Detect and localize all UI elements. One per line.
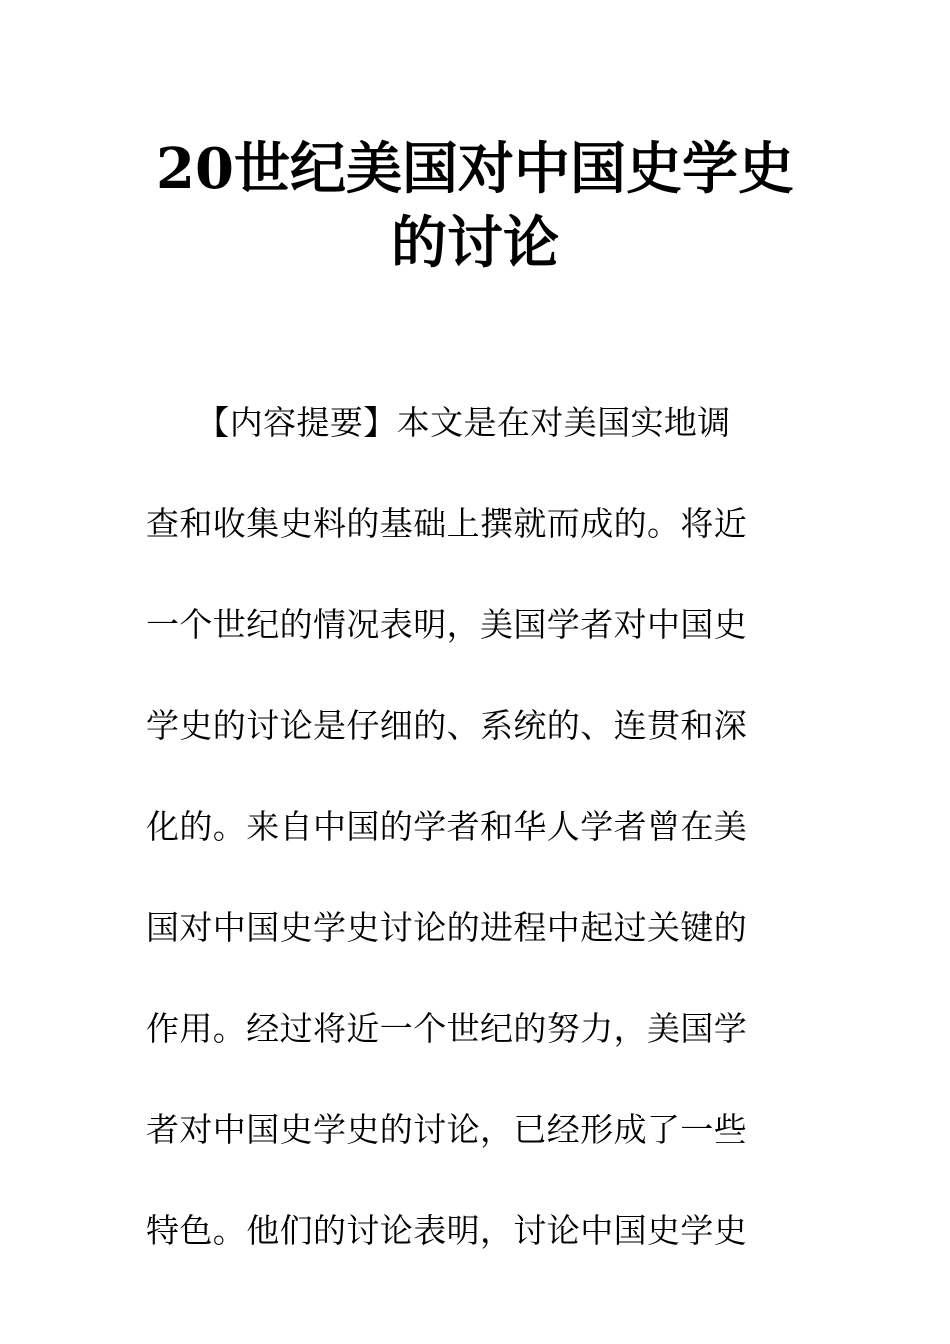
body-line-7: 作用。经过将近一个世纪的努力，美国学	[146, 1009, 748, 1048]
document-title	[120, 132, 830, 280]
body-line-3: 一个世纪的情况表明，美国学者对中国史	[146, 605, 748, 644]
title-line-1: 20世纪美国对中国史学史	[156, 136, 794, 202]
body-line-4: 学史的讨论是仔细的、系统的、连贯和深	[146, 706, 748, 745]
body-line-5: 化的。来自中国的学者和华人学者曾在美	[146, 807, 748, 846]
body-line-2: 查和收集史料的基础上撰就而成的。将近	[146, 504, 748, 543]
body-line-9: 特色。他们的讨论表明，讨论中国史学史	[146, 1211, 748, 1250]
abstract-paragraph	[146, 372, 806, 1281]
title-line-2: 的讨论	[391, 210, 559, 276]
body-line-8: 者对中国史学史的讨论，已经形成了一些	[146, 1110, 748, 1149]
body-line-1: 【内容提要】本文是在对美国实地调	[146, 403, 731, 442]
body-line-6: 国对中国史学史讨论的进程中起过关键的	[146, 908, 748, 947]
